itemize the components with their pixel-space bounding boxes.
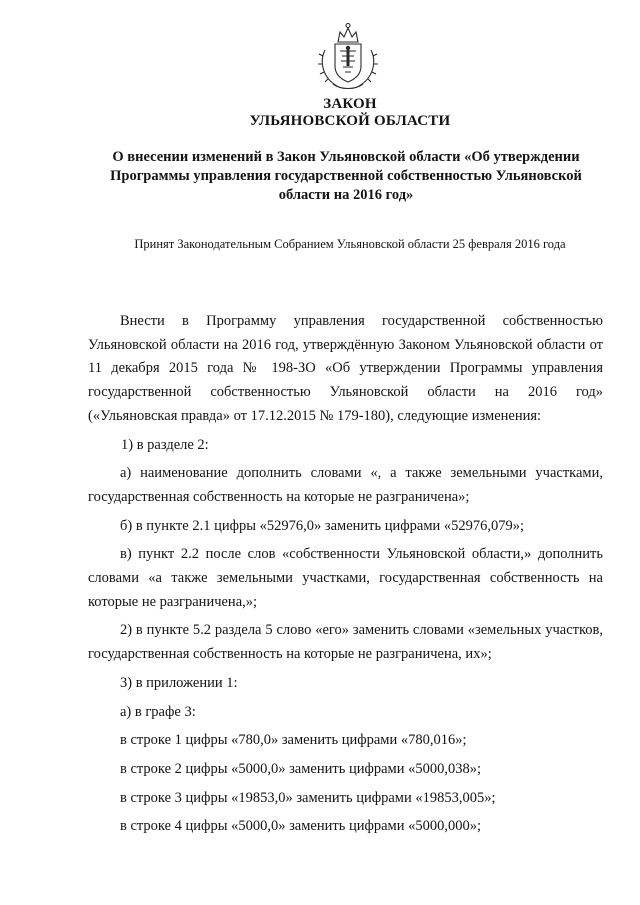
law-body [88,310,603,839]
row-change-2: в строке 2 цифры «5000,0» заменить цифрами «5000,038»; [120,760,482,777]
item-3: 3) в приложении 1: [120,674,238,691]
item-1b: б) в пункте 2.1 цифры «52976,0» заменить цифрами «52976,079»; [120,517,525,534]
intro-paragraph: Внести в Программу управления государственной собственностью Ульяновской области на 2016 год, утверждённую Законом Ульяновской области от 11 декабря 2015 года № 198-ЗО «Об утверждении Программы управления государственной собственностью Ульяновской области на 2016 год» («Ульяновская правда» от 17.12.2015 № 179-180), следующие изменения: [88,313,603,424]
item-1a: а) наименование дополнить словами «, а также земельными участками, государственная собственность на которые не разграничена»; [88,465,603,505]
item-1: 1) в разделе 2: [121,436,209,453]
coat-of-arms-icon [311,20,385,94]
document-title-region: УЛЬЯНОВСКОЙ ОБЛАСТИ [249,113,451,129]
row-change-4: в строке 4 цифры «5000,0» заменить цифрами «5000,000»; [120,818,482,835]
adoption-note: Принят Законодательным Собранием Ульяновской области 25 февраля 2016 года [134,237,566,251]
item-2: 2) в пункте 5.2 раздела 5 слово «его» заменить словами «земельных участков, государственная собственность на которые не разграничена, их»; [88,622,603,663]
item-1c: в) пункт 2.2 после слов «собственности Ульяновской области,» дополнить словами «а также земельными участками, государственная собственность на которые не разграничена,»; [88,546,603,610]
item-3a: а) в графе 3: [120,703,196,720]
law-subject: О внесении изменений в Закон Ульяновской области «Об утверждении Программы управления государственной собственностью Ульяновской области на 2016 год» [110,149,582,203]
row-change-1: в строке 1 цифры «780,0» заменить цифрами «780,016»; [120,732,467,749]
row-change-3: в строке 3 цифры «19853,0» заменить цифрами «19853,005»; [120,789,496,806]
document-title: ЗАКОН [323,96,377,112]
